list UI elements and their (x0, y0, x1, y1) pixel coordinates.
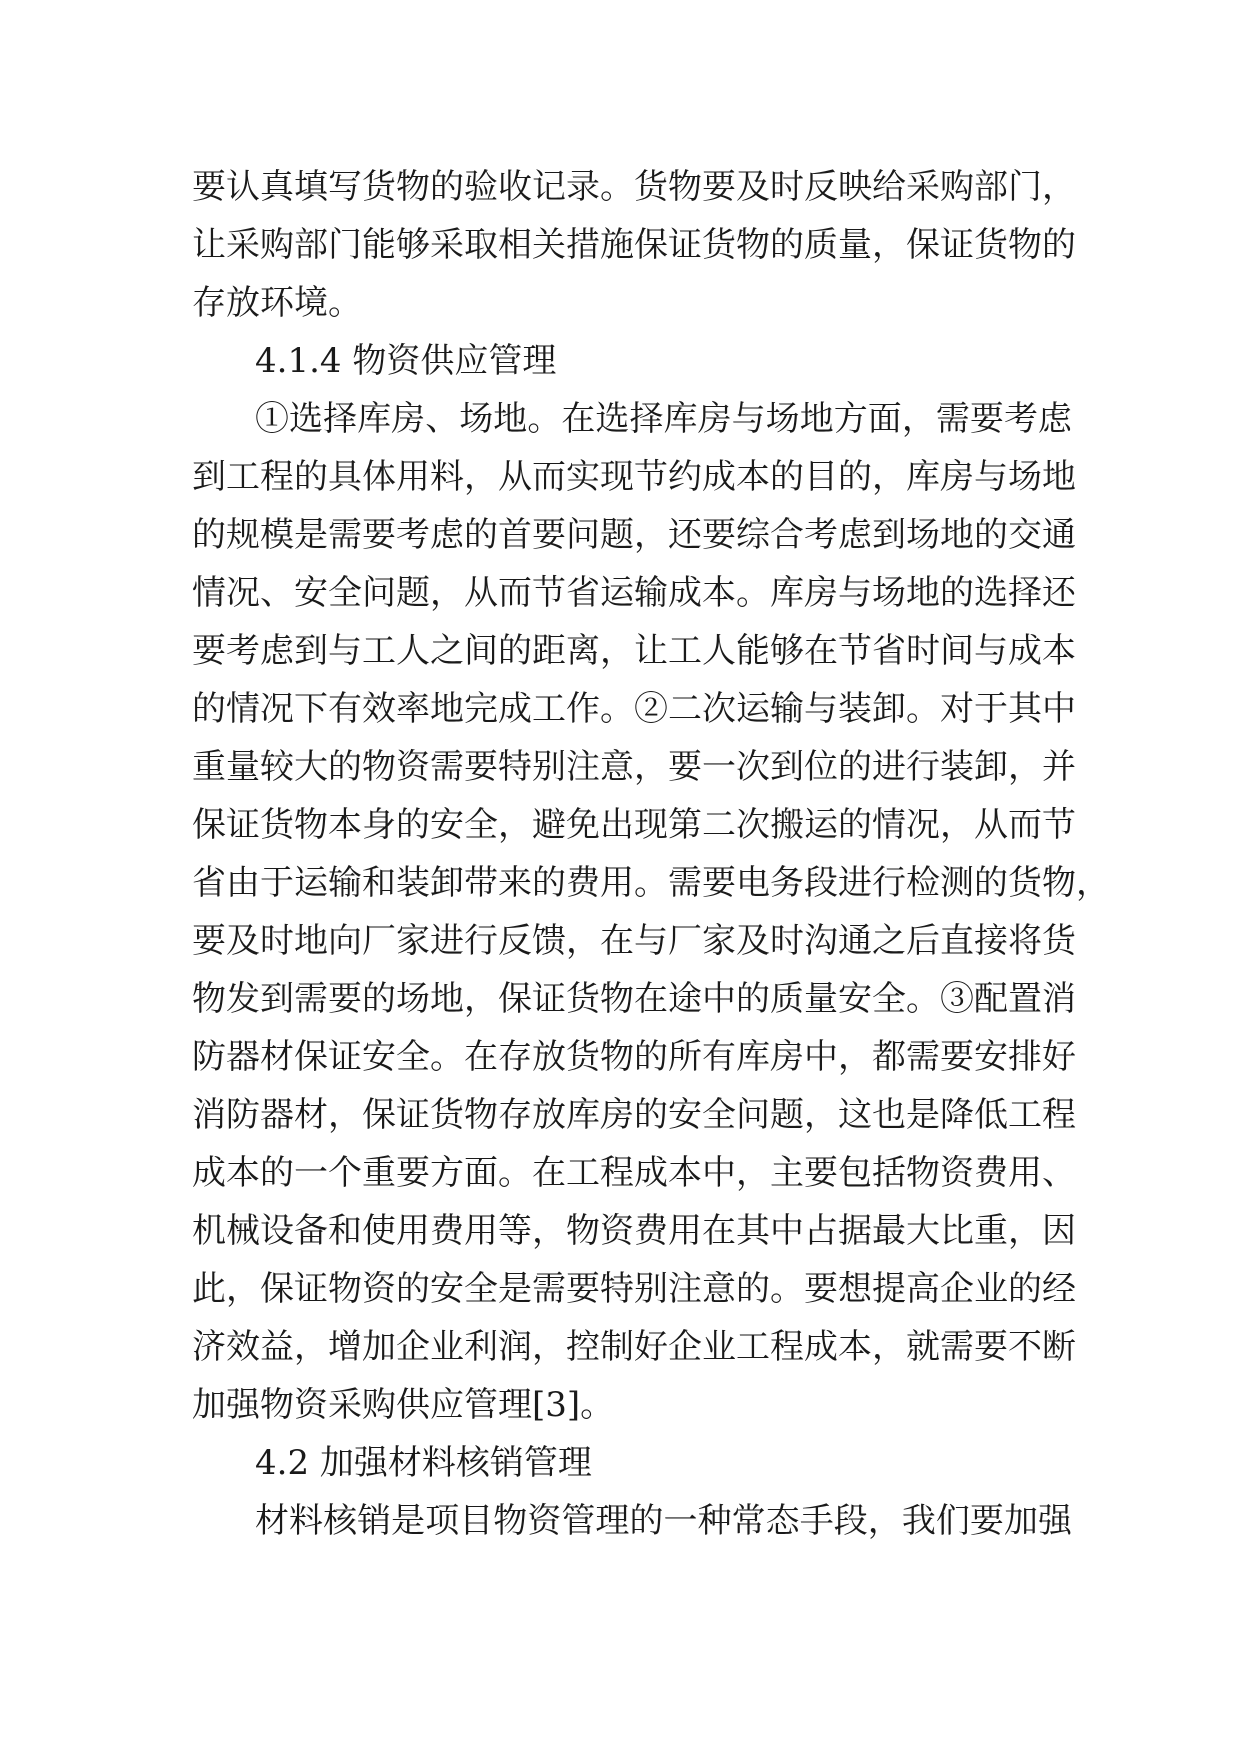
paragraph-line: 济效益，增加企业利润，控制好企业工程成本，就需要不断 (192, 1327, 1076, 1367)
paragraph-line: 到工程的具体用料，从而实现节约成本的目的，库房与场地 (192, 457, 1076, 497)
paragraph-line: 让采购部门能够采取相关措施保证货物的质量，保证货物的 (192, 225, 1076, 265)
paragraph-line: 此，保证物资的安全是需要特别注意的。要想提高企业的经 (192, 1269, 1076, 1309)
paragraph-line: 的规模是需要考虑的首要问题，还要综合考虑到场地的交通 (192, 515, 1076, 555)
body-text (192, 158, 1110, 1550)
paragraph-line: 要认真填写货物的验收记录。货物要及时反映给采购部门， (192, 167, 1076, 207)
paragraph-line: 存放环境。 (192, 283, 362, 323)
paragraph-line: 防器材保证安全。在存放货物的所有库房中，都需要安排好 (192, 1037, 1076, 1077)
paragraph-line: 重量较大的物资需要特别注意，要一次到位的进行装卸，并 (192, 747, 1076, 787)
paragraph-line: 保证货物本身的安全，避免出现第二次搬运的情况，从而节 (192, 805, 1076, 845)
paragraph-line: 要及时地向厂家进行反馈，在与厂家及时沟通之后直接将货 (192, 921, 1076, 961)
paragraph-line: 物发到需要的场地，保证货物在途中的质量安全。③配置消 (192, 979, 1076, 1019)
paragraph-line: 加强物资采购供应管理[3]。 (192, 1385, 615, 1425)
paragraph-line: 情况、安全问题，从而节省运输成本。库房与场地的选择还 (192, 573, 1076, 613)
paragraph-line: 要考虑到与工人之间的距离，让工人能够在节省时间与成本 (192, 631, 1076, 671)
paragraph-line: 成本的一个重要方面。在工程成本中，主要包括物资费用、 (192, 1153, 1076, 1193)
section-heading-4-1-4: 4.1.4 物资供应管理 (255, 341, 557, 381)
paragraph-line: ①选择库房、场地。在选择库房与场地方面，需要考虑 (255, 399, 1072, 439)
paragraph-line: 消防器材，保证货物存放库房的安全问题，这也是降低工程 (192, 1095, 1076, 1135)
paragraph-line: 材料核销是项目物资管理的一种常态手段，我们要加强 (255, 1501, 1072, 1541)
paragraph-line: 机械设备和使用费用等，物资费用在其中占据最大比重，因 (192, 1211, 1076, 1251)
section-heading-4-2: 4.2 加强材料核销管理 (255, 1443, 592, 1483)
paragraph-line: 的情况下有效率地完成工作。②二次运输与装卸。对于其中 (192, 689, 1076, 729)
paragraph-line: 省由于运输和装卸带来的费用。需要电务段进行检测的货物， (192, 863, 1110, 903)
